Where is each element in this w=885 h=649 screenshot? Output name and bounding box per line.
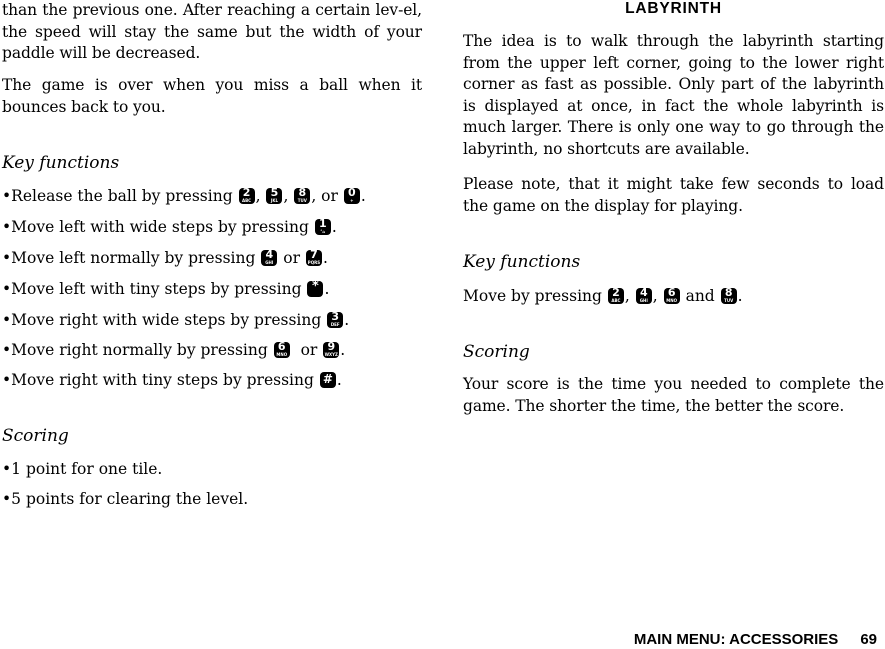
separator: or	[283, 249, 301, 267]
line-end: .	[360, 187, 366, 205]
key-line-release	[2, 186, 366, 206]
line-end: .	[324, 280, 330, 298]
key-9-icon: 9 WXYZ	[324, 342, 338, 357]
bullet: •	[2, 280, 12, 298]
key-7-icon: 7 PQRS	[307, 250, 321, 265]
key-line-text: Release the ball by pressing	[11, 187, 233, 205]
key-line-text: Move left with wide steps by pressing	[11, 218, 309, 236]
key-8-icon: 8 TUV	[721, 288, 737, 304]
line-end: .	[322, 249, 328, 267]
labyrinth-scoring-title: Scoring	[463, 342, 530, 362]
key-line-text: Move left with tiny steps by pressing	[11, 280, 302, 298]
key-1-icon: 1 °⌂	[315, 219, 331, 235]
bullet: •	[2, 249, 12, 267]
separator: , or	[311, 187, 338, 205]
intro-paragraph-2: The game is over when you miss a ball when it bounces back to you.	[2, 76, 422, 116]
key-3-icon: 3 DEF	[327, 312, 343, 328]
line-end: .	[737, 287, 743, 305]
page-number: 69	[860, 631, 877, 648]
scoring-line-level	[2, 489, 248, 509]
line-end: .	[344, 311, 350, 329]
bullet: •	[2, 490, 12, 508]
labyrinth-move-line	[463, 286, 743, 306]
key-line-left-normal	[2, 248, 328, 268]
key-0-icon: 0 +	[344, 188, 360, 204]
key-line-text: Move right with tiny steps by pressing	[11, 371, 314, 389]
scoring-text: 5 points for clearing the level.	[11, 490, 249, 508]
key-8-icon: 8 TUV	[294, 188, 310, 204]
key-4-icon: 4 GHI	[261, 250, 277, 266]
key-line-right-wide	[2, 310, 349, 330]
separator: ,	[283, 187, 289, 205]
key-6-icon: 6 MNO	[274, 342, 290, 358]
key-line-right-tiny	[2, 370, 342, 390]
key-6-icon: 6 MNO	[664, 288, 680, 304]
key-2-icon: 2 ABC	[239, 188, 255, 204]
key-4-icon: 4 GHI	[636, 288, 652, 304]
line-end: .	[340, 341, 346, 359]
key-line-text: Move right with wide steps by pressing	[11, 311, 322, 329]
labyrinth-scoring-text: Your score is the time you needed to complete the game. The shorter the time, the better the score.	[463, 375, 884, 415]
key-line-text: Move right normally by pressing	[11, 341, 268, 359]
intro-paragraph-1: than the previous one. After reaching a certain lev-el, the speed will stay the same but the width of your paddle will be decreased.	[2, 1, 422, 62]
key-functions-title: Key functions	[2, 153, 120, 173]
scoring-text: 1 point for one tile.	[11, 460, 163, 478]
key-5-icon: 5 JKL	[266, 188, 282, 204]
separator: ,	[624, 287, 630, 305]
labyrinth-key-functions-title: Key functions	[463, 252, 581, 272]
labyrinth-heading: LABYRINTH	[625, 0, 722, 17]
line-end: .	[336, 371, 342, 389]
key-2-icon: 2 ABC	[608, 288, 624, 304]
key-hash-icon: #	[320, 372, 336, 388]
footer-section: MAIN MENU: ACCESSORIES	[633, 631, 839, 648]
bullet: •	[2, 187, 12, 205]
key-line-right-normal	[2, 340, 345, 360]
page-footer	[634, 631, 877, 649]
labyrinth-paragraph-2: Please note, that it might take few seconds to load the game on the display for playing.	[463, 175, 884, 215]
move-text: Move by pressing	[463, 287, 602, 305]
bullet: •	[2, 218, 12, 236]
separator: ,	[652, 287, 658, 305]
bullet: •	[2, 460, 12, 478]
key-line-left-tiny	[2, 279, 329, 299]
separator: and	[685, 287, 715, 305]
bullet: •	[2, 371, 12, 389]
key-star-icon: *	[307, 281, 323, 297]
labyrinth-paragraph-1: The idea is to walk through the labyrinth starting from the upper left corner, going to the lower right corner as fast as possible. Only part of the labyrinth is displayed at once, in fact the whole labyrinth is much larger. There is only one way to go through the labyrinth, no shortcuts are available.	[463, 32, 884, 158]
line-end: .	[331, 218, 337, 236]
scoring-title: Scoring	[2, 426, 69, 446]
key-line-left-wide	[2, 217, 337, 237]
separator: ,	[255, 187, 261, 205]
bullet: •	[2, 311, 12, 329]
bullet: •	[2, 341, 12, 359]
separator: or	[300, 341, 318, 359]
scoring-line-tile	[2, 459, 162, 479]
key-line-text: Move left normally by pressing	[11, 249, 256, 267]
